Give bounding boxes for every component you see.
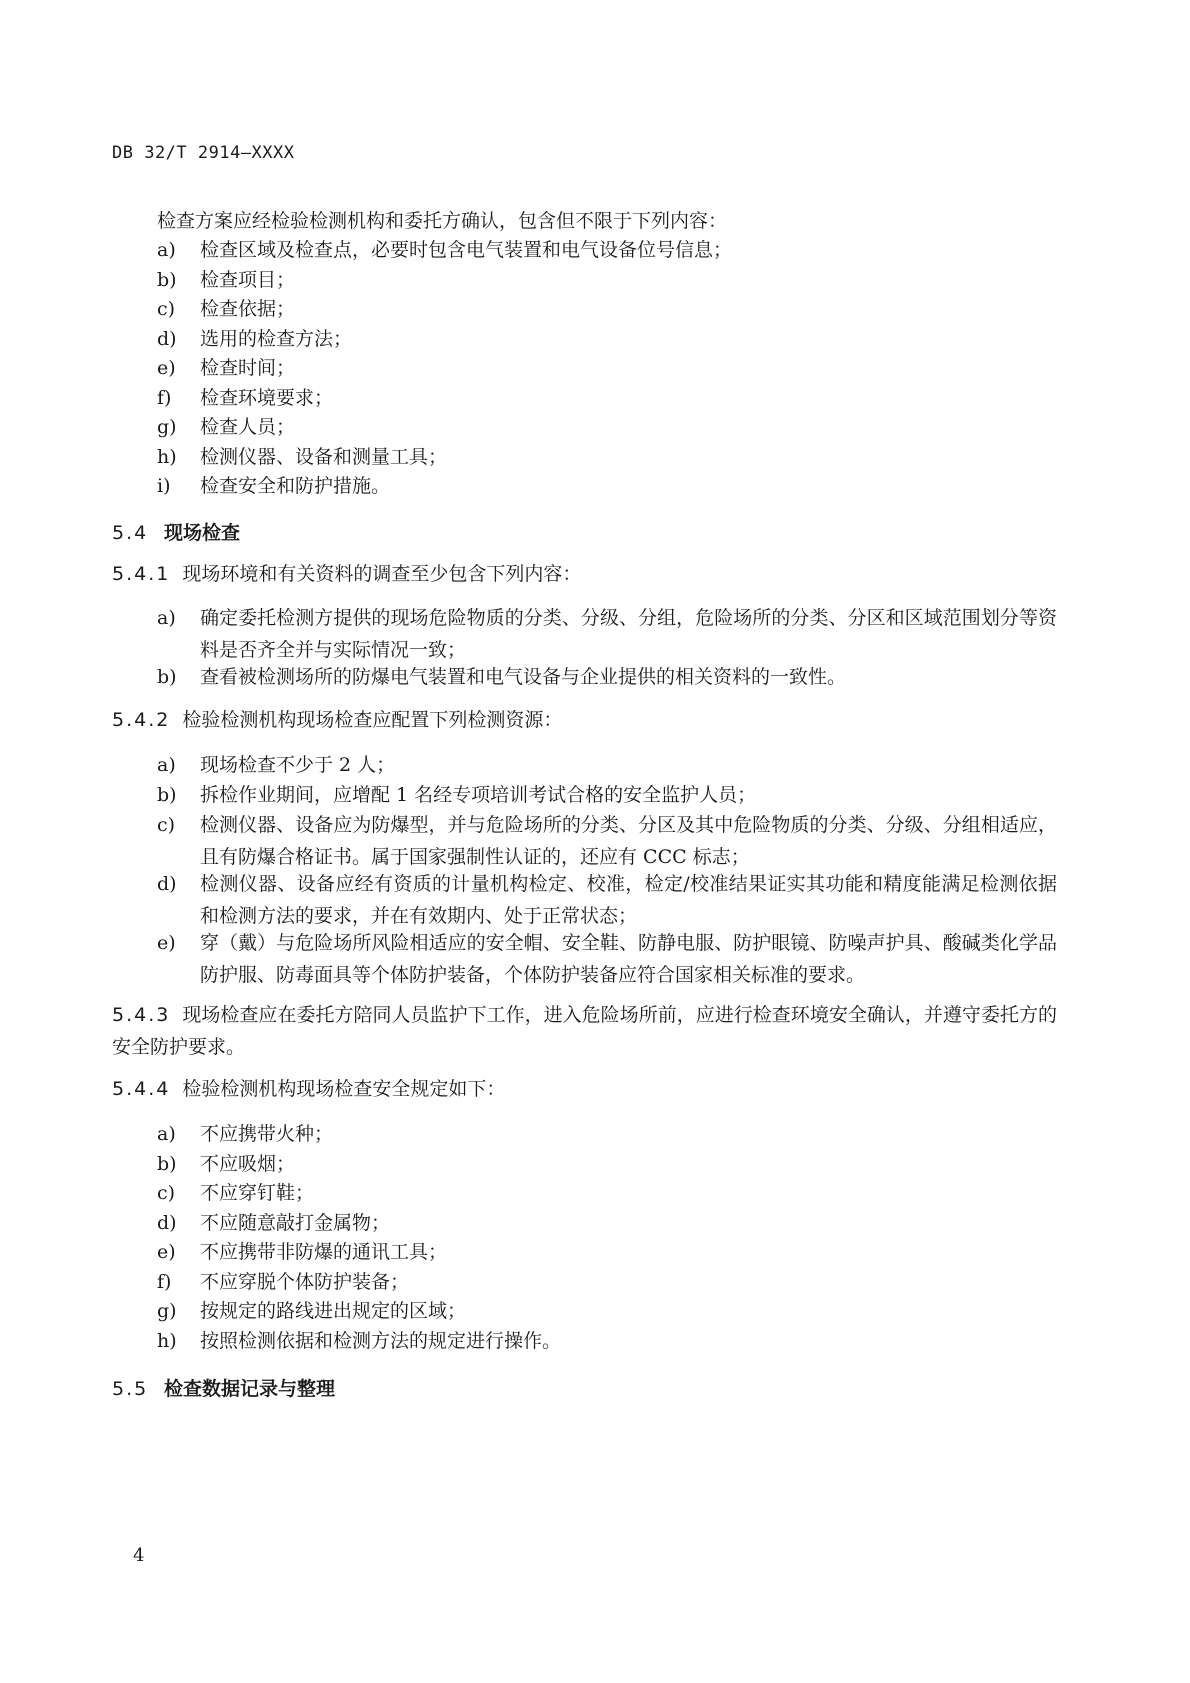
item-label: a)	[157, 1123, 176, 1145]
item-text: 按照检测依据和检测方法的规定进行操作。	[200, 1330, 562, 1352]
list-item	[157, 1207, 1057, 1239]
list-item	[157, 293, 1057, 325]
list-item	[157, 234, 1057, 266]
clause-number: 5.4.1	[112, 563, 171, 585]
item-label: c)	[157, 814, 176, 836]
item-text: 拆检作业期间，应增配 1 名经专项培训考试合格的安全监护人员；	[200, 784, 757, 806]
clause-5-4-4	[112, 1073, 1057, 1105]
list-item	[157, 779, 1057, 811]
list-item	[157, 1177, 1057, 1209]
item-text: 检查区域及检查点，必要时包含电气装置和电气设备位号信息；	[200, 239, 733, 261]
list-item	[157, 1325, 1057, 1357]
item-label: h)	[157, 1330, 177, 1352]
item-label: b)	[157, 666, 177, 688]
page-number: 4	[133, 1545, 145, 1566]
list-item	[157, 927, 1057, 991]
item-label: f)	[157, 387, 172, 409]
item-label: c)	[157, 298, 176, 320]
item-text: 穿（戴）与危险场所风险相适应的安全帽、安全鞋、防静电服、防护眼镜、防噪声护具、酸碱类化学品防护服、防毒面具等个体防护装备，个体防护装备应符合国家相关标准的要求。	[200, 932, 1057, 986]
item-text: 按规定的路线进出规定的区域；	[200, 1300, 467, 1322]
section-number: 5.4	[112, 522, 149, 544]
clause-5-4-2	[112, 704, 1057, 736]
document-header: DB 32/T 2914—XXXX	[112, 143, 295, 163]
item-text: 不应吸烟；	[200, 1153, 296, 1175]
item-text: 不应穿脱个体防护装备；	[200, 1271, 410, 1293]
intro-paragraph: 检查方案应经检验检测机构和委托方确认，包含但不限于下列内容：	[157, 210, 728, 232]
section-heading-5-5	[112, 1374, 335, 1401]
section-number: 5.5	[112, 1378, 149, 1400]
item-text: 现场检查不少于 2 人；	[200, 754, 396, 776]
list-item	[157, 661, 1057, 693]
list-item	[157, 323, 1057, 355]
list-item	[157, 602, 1057, 666]
clause-text: 检验检测机构现场检查应配置下列检测资源：	[182, 709, 563, 731]
list-item	[157, 809, 1057, 873]
section-title: 检查数据记录与整理	[164, 1378, 336, 1400]
item-text: 检查环境要求；	[200, 387, 334, 409]
list-item	[157, 868, 1057, 932]
item-label: b)	[157, 784, 177, 806]
item-label: e)	[157, 1241, 176, 1263]
item-label: f)	[157, 1271, 172, 1293]
item-label: b)	[157, 269, 177, 291]
list-item	[157, 1118, 1057, 1150]
list-item	[157, 1236, 1057, 1268]
item-label: e)	[157, 357, 176, 379]
item-text: 检测仪器、设备应经有资质的计量机构检定、校准，检定/校准结果证实其功能和精度能满足检测依据和检测方法的要求，并在有效期内、处于正常状态；	[200, 873, 1057, 927]
item-text: 确定委托检测方提供的现场危险物质的分类、分级、分组，危险场所的分类、分区和区域范围划分等资料是否齐全并与实际情况一致；	[200, 607, 1057, 661]
clause-text: 检验检测机构现场检查安全规定如下：	[182, 1078, 506, 1100]
item-label: a)	[157, 754, 176, 776]
item-label: e)	[157, 932, 176, 954]
item-text: 检查人员；	[200, 416, 296, 438]
item-text: 检查时间；	[200, 357, 296, 379]
item-text: 不应穿钉鞋；	[200, 1182, 315, 1204]
clause-number: 5.4.4	[112, 1078, 171, 1100]
item-label: g)	[157, 416, 177, 438]
item-text: 检查安全和防护措施。	[200, 475, 391, 497]
section-heading-5-4	[112, 518, 240, 545]
clause-text: 现场检查应在委托方陪同人员监护下工作，进入危险场所前，应进行检查环境安全确认，并遵守委托方的安全防护要求。	[112, 1004, 1057, 1058]
list-item	[157, 470, 1057, 502]
clause-5-4-3	[112, 999, 1057, 1063]
item-text: 不应携带非防爆的通讯工具；	[200, 1241, 448, 1263]
list-item	[157, 1295, 1057, 1327]
item-label: d)	[157, 873, 177, 895]
item-label: g)	[157, 1300, 177, 1322]
list-item	[157, 411, 1057, 443]
item-label: d)	[157, 328, 177, 350]
list-item	[157, 749, 1057, 781]
list-item	[157, 441, 1057, 473]
item-text: 检查依据；	[200, 298, 296, 320]
item-text: 选用的检查方法；	[200, 328, 353, 350]
item-text: 检测仪器、设备应为防爆型，并与危险场所的分类、分区及其中危险物质的分类、分级、分组相适应，且有防爆合格证书。属于国家强制性认证的，还应有 CCC 标志；	[200, 814, 1057, 868]
item-label: a)	[157, 239, 176, 261]
item-label: a)	[157, 607, 176, 629]
item-text: 查看被检测场所的防爆电气装置和电气设备与企业提供的相关资料的一致性。	[200, 666, 847, 688]
section-title: 现场检查	[164, 522, 241, 544]
list-item	[157, 264, 1057, 296]
item-label: h)	[157, 446, 177, 468]
item-label: i)	[157, 475, 171, 497]
clause-number: 5.4.2	[112, 709, 171, 731]
list-item	[157, 1266, 1057, 1298]
item-text: 不应携带火种；	[200, 1123, 334, 1145]
list-item	[157, 1148, 1057, 1180]
item-label: b)	[157, 1153, 177, 1175]
item-text: 检测仪器、设备和测量工具；	[200, 446, 448, 468]
item-text: 不应随意敲打金属物；	[200, 1212, 391, 1234]
item-text: 检查项目；	[200, 269, 296, 291]
clause-number: 5.4.3	[112, 1004, 171, 1026]
item-label: d)	[157, 1212, 177, 1234]
clause-5-4-1	[112, 558, 1057, 590]
item-label: c)	[157, 1182, 176, 1204]
list-item	[157, 352, 1057, 384]
list-item	[157, 382, 1057, 414]
clause-text: 现场环境和有关资料的调查至少包含下列内容：	[182, 563, 582, 585]
